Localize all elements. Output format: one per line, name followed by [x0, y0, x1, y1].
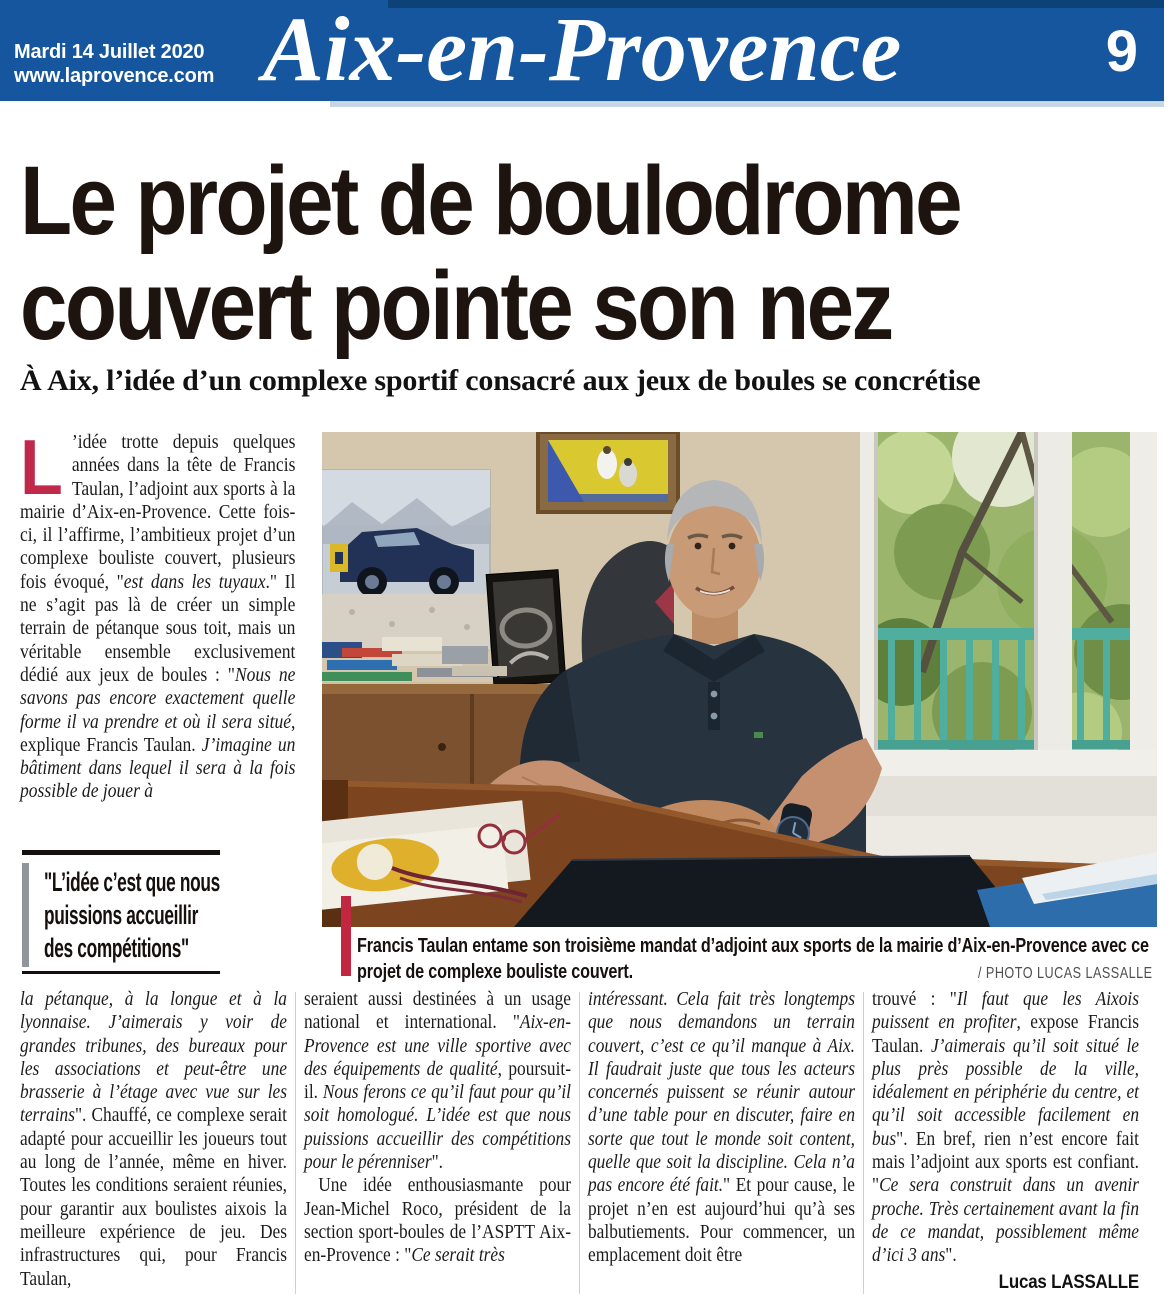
column-4-text: trouvé : "Il faut que les Aixois puissent en profiter, expose Francis Taulan. J’aimerais qu’il soit situé le plus près possible de la ville, idéalement en périphérie du centre, et qu’il soit accessible facilement en bus". En bref, rien n’est encore fait mais l’adjoint aux sports est confiant. "Ce sera construit dans un avenir proche. Très certainement avant la fin de ce mandat, possiblement même d’ici 3 ans".	[872, 989, 1139, 1267]
headline-line-1: Le projet de boulodrome	[20, 146, 960, 255]
column-1-text: la pétanque, à la longue et à la lyonnaise. J’aimerais y voir de grandes tribunes, des bureaux pour les associations et peut-être une brasserie à l’étage avec vue sur les terrains". Chauffé, ce complexe serait adapté pour accueillir les joueurs tout au long de l’année, même en hiver. Toutes les conditions seraient réunies, pour garantir aux boulistes aixois la meilleure expérience de jeu. Des infrastructures qui, pour Francis Taulan,	[20, 989, 287, 1290]
column-2-paragraph-2: Une idée enthousiasmante pour Jean-Michel Roco, président de la section sport-boules de l’ASPTT Aix-en-Provence : "Ce serait très	[304, 1175, 571, 1267]
column-2	[304, 988, 571, 1268]
date-line: Mardi 14 Juillet 2020	[14, 41, 205, 63]
intro-text: ’idée trotte depuis quelques années dans la tête de Francis Taulan, l’adjoint aux sports à la mairie d’Aix-en-Provence. Cette fois-ci, il l’affirme, l’ambitieux projet d’un complexe bouliste couvert, plusieurs fois évoqué, "est dans les tuyaux." Il ne s’agit pas là de créer un simple terrain de pétanque sous toit, mais un véritable ensemble exclusivement dédié aux jeux de boules : "Nous ne savons pas encore exactement quelle forme il va prendre et où il sera situé, explique Francis Taulan. J’imagine un bâtiment dans lequel il sera à la fois possible de jouer à	[20, 432, 296, 803]
masthead-title: Aix-en-Provence	[262, 0, 902, 100]
column-rule	[863, 992, 864, 1294]
column-rule	[295, 992, 296, 1294]
drop-cap: L	[20, 423, 63, 511]
masthead-banner	[0, 0, 1164, 101]
author-byline: Lucas LASSALLE	[998, 1271, 1139, 1293]
column-1	[20, 988, 287, 1291]
pull-quote-box	[22, 850, 220, 974]
column-3	[588, 988, 855, 1268]
pull-quote-bar	[22, 863, 29, 967]
framed-picture	[538, 432, 678, 512]
column-3-text: intéressant. Cela fait très longtemps que nous demandons un terrain couvert, c’est ce qu’il manque à Aix. Il faudrait juste que tous les acteurs concernés puissent se réunir autour d’une table pour en discuter, faire en sorte que tout le monde soit content, quelle que soit la discipline. Cela n’a pas encore été fait." Et pour cause, le projet n’en est aujourd’hui qu’à ses balbutiements. Pour commencer, un emplacement doit être	[588, 989, 855, 1267]
article-subhead: À Aix, l’idée d’un complexe sportif consacré aux jeux de boules se concrétise	[20, 364, 981, 397]
pull-quote-line: puissions accueillir	[44, 900, 198, 930]
pull-quote-line: des compétitions"	[44, 933, 189, 963]
photo-caption	[357, 933, 1159, 985]
caption-text: Francis Taulan entame son troisième mandat d’adjoint aux sports de la mairie d’Aix-en-Provence avec ce projet de complexe bouliste couvert.	[357, 934, 1149, 983]
page-number: 9	[1105, 19, 1138, 84]
article-photo	[322, 432, 1157, 927]
article-columns	[20, 988, 1160, 1310]
photo-illustration	[322, 432, 1157, 927]
pull-quote-text	[44, 866, 249, 965]
photo-credit: / PHOTO LUCAS LASSALLE	[977, 965, 1153, 982]
column-2-paragraph-1: seraient aussi destinées à un usage national et international. "Aix-en-Provence est une ville sportive avec des équipements de qualité, poursuit-il. Nous ferons ce qu’il faut pour qu’il soit homologué. L’idée est que nous puissions accueillir des compétitions pour le pérenniser".	[304, 989, 572, 1174]
rally-car-poster	[322, 470, 490, 650]
caption-accent-bar	[341, 896, 351, 976]
column-rule	[579, 992, 580, 1294]
banner-bottom-strip	[330, 101, 1164, 107]
pull-quote-line: "L’idée c’est que nous	[44, 867, 220, 897]
headline-line-2: couvert pointe son nez	[20, 251, 892, 360]
intro-column	[20, 423, 296, 804]
article-headline	[20, 148, 960, 358]
desk-mat	[514, 856, 1028, 927]
column-4	[872, 988, 1139, 1294]
website-url: www.laprovence.com	[14, 65, 215, 87]
office-window	[858, 432, 1157, 927]
